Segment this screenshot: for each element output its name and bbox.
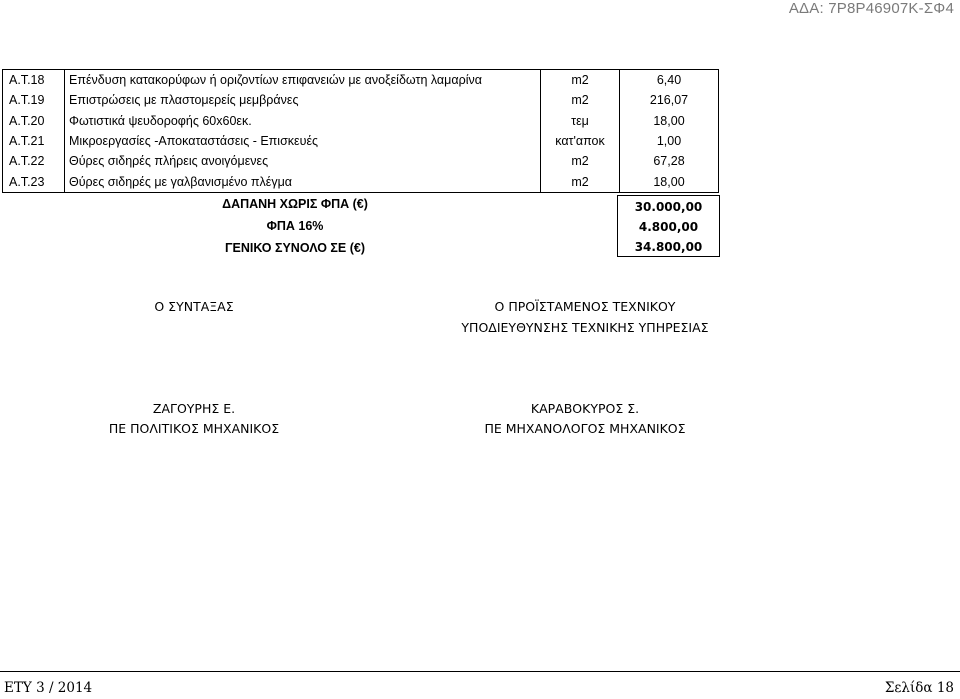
ada-code: ΑΔΑ: 7Ρ8Ρ46907Κ-ΣΦ4 [788, 0, 954, 17]
item-quantity: 1,00 [620, 131, 719, 151]
item-description: Μικροεργασίες -Αποκαταστάσεις - Επισκευές [65, 131, 541, 151]
item-description: Επένδυση κατακορύφων ή οριζοντίων επιφανειών με ανοξείδωτη λαμαρίνα [65, 70, 541, 91]
signatory-right-title-1: Ο ΠΡΟΪΣΤΑΜΕΝΟΣ ΤΕΧΝΙΚΟΥ [494, 299, 676, 314]
footer-divider [0, 671, 960, 672]
item-description: Θύρες σιδηρές πλήρεις ανοιγόμενες [65, 151, 541, 171]
item-quantity: 18,00 [620, 171, 719, 192]
footer-left: ΕΤΥ 3 / 2014 [4, 680, 93, 696]
signatory-right-role: ΠΕ ΜΗΧΑΝΟΛΟΓΟΣ ΜΗΧΑΝΙΚΟΣ [484, 421, 686, 436]
table-row [3, 151, 719, 171]
grand-total-label: ΓΕΝΙΚΟ ΣΥΝΟΛΟ ΣΕ (€) [224, 241, 366, 255]
item-code: Α.Τ.23 [3, 171, 65, 192]
item-quantity: 67,28 [620, 151, 719, 171]
item-code: Α.Τ.18 [3, 70, 65, 91]
table-row [3, 90, 719, 110]
totals-box [617, 195, 720, 257]
item-unit: m2 [541, 70, 620, 91]
item-quantity: 18,00 [620, 111, 719, 131]
signatory-left-role: ΠΕ ΠΟΛΙΤΙΚΟΣ ΜΗΧΑΝΙΚΟΣ [108, 421, 280, 436]
item-unit: m2 [541, 90, 620, 110]
item-unit: τεμ [541, 111, 620, 131]
item-code: Α.Τ.20 [3, 111, 65, 131]
vat-label: ΦΠΑ 16% [266, 219, 324, 233]
item-quantity: 6,40 [620, 70, 719, 91]
item-code: Α.Τ.19 [3, 90, 65, 110]
table-row [3, 111, 719, 131]
net-total-value: 30.000,00 [634, 200, 703, 214]
signatory-right-name: ΚΑΡΑΒΟΚΥΡΟΣ Σ. [530, 401, 640, 416]
signatory-left-title: Ο ΣΥΝΤΑΞΑΣ [154, 299, 234, 314]
item-description: Επιστρώσεις με πλαστομερείς μεμβράνες [65, 90, 541, 110]
page-number: Σελίδα 18 [884, 680, 954, 696]
item-code: Α.Τ.21 [3, 131, 65, 151]
items-table [2, 69, 719, 193]
signatory-left-name: ΖΑΓΟΥΡΗΣ Ε. [152, 401, 236, 416]
item-description: Θύρες σιδηρές με γαλβανισμένο πλέγμα [65, 171, 541, 192]
table-row [3, 70, 719, 91]
item-description: Φωτιστικά ψευδοροφής 60x60εκ. [65, 111, 541, 131]
item-unit: κατ'αποκ [541, 131, 620, 151]
item-unit: m2 [541, 151, 620, 171]
item-quantity: 216,07 [620, 90, 719, 110]
item-unit: m2 [541, 171, 620, 192]
table-row [3, 131, 719, 151]
table-row [3, 171, 719, 192]
signatory-right-title-2: ΥΠΟΔΙΕΥΘΥΝΣΗΣ ΤΕΧΝΙΚΗΣ ΥΠΗΡΕΣΙΑΣ [461, 320, 709, 335]
net-total-label: ΔΑΠΑΝΗ ΧΩΡΙΣ ΦΠΑ (€) [222, 197, 368, 211]
item-code: Α.Τ.22 [3, 151, 65, 171]
vat-value: 4.800,00 [638, 220, 699, 234]
grand-total-value: 34.800,00 [634, 240, 703, 254]
